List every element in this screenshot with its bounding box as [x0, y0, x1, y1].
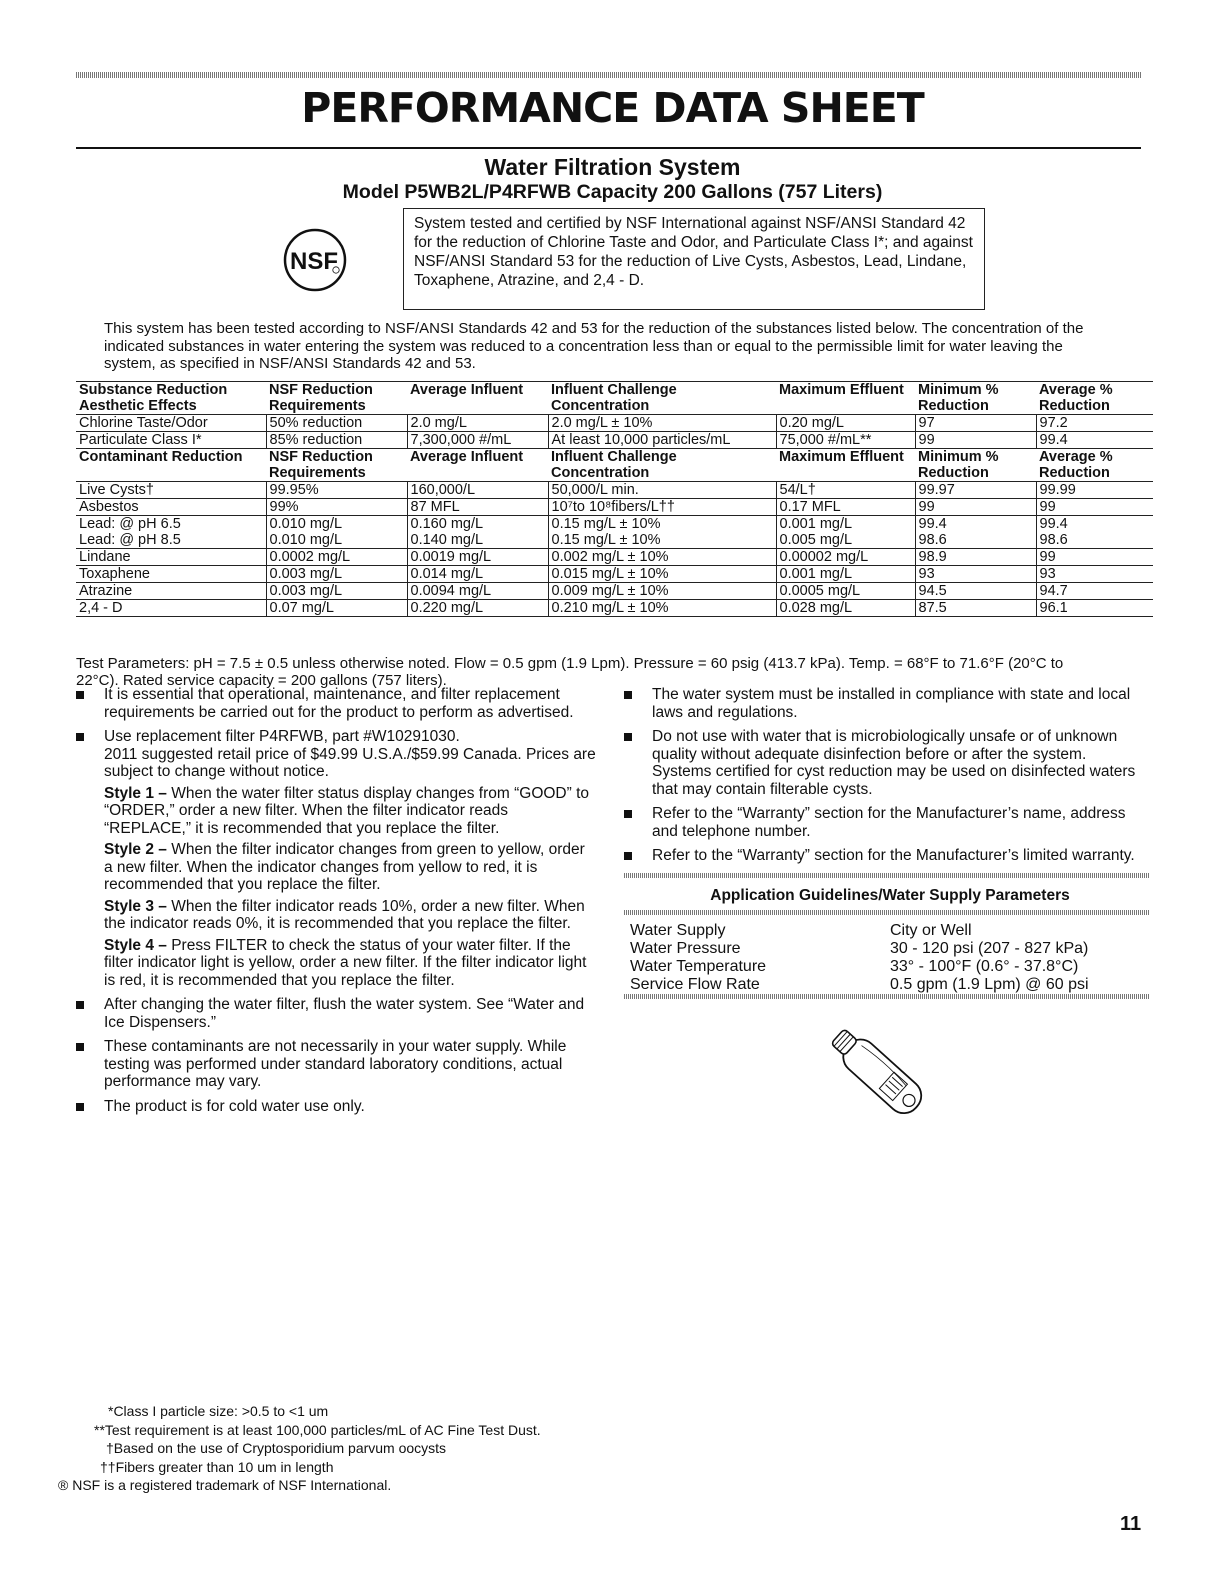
table-row — [76, 482, 1153, 499]
table-cell: 99.97 — [915, 482, 1036, 499]
table-header-cell: Average % Reduction — [1039, 449, 1113, 481]
table-cell: 87 MFL — [407, 499, 548, 516]
table-cell: 0.210 mg/L ± 10% — [548, 600, 776, 617]
list-item — [624, 847, 1149, 865]
bullet-text: Refer to the “Warranty” section for the Manufacturer’s limited warranty. — [652, 847, 1135, 864]
table-cell: Lindane — [76, 549, 266, 566]
table-header-cell: Substance Reduction Aesthetic Effects — [79, 382, 228, 414]
footnote-fibers: ††Fibers greater than 10 um in length — [100, 1458, 334, 1475]
table-row — [76, 432, 1153, 449]
table-cell: Chlorine Taste/Odor — [76, 415, 266, 432]
table-cell: Live Cysts† — [76, 482, 266, 499]
table-cell: 99.99 — [1036, 482, 1153, 499]
bullet-icon — [624, 691, 632, 699]
app-bottom-dotted-rule — [624, 994, 1149, 999]
style-4-note: Style 4 – Press FILTER to check the status of your water filter. If the filter indicator light is yellow, order a new filter. If the filter indicator light is red, it is recommended that you replace the filter. — [104, 936, 587, 989]
table-cell: City or Well — [890, 922, 972, 939]
table-cell: 50% reduction — [266, 415, 407, 432]
table-cell: 99.4 — [1036, 432, 1153, 449]
table-cell: Particulate Class I* — [76, 432, 266, 449]
footnote-test-requirement: **Test requirement is at least 100,000 particles/mL of AC Fine Test Dust. — [94, 1421, 541, 1438]
table-cell: 0.002 mg/L ± 10% — [548, 549, 776, 566]
table-cell: 99.4 98.6 — [1036, 516, 1153, 549]
table-cell: 54/L† — [776, 482, 915, 499]
table-cell: 99.95% — [266, 482, 407, 499]
table-cell: Service Flow Rate — [630, 976, 760, 993]
table-cell: 98.9 — [915, 549, 1036, 566]
bullet-icon — [76, 1001, 84, 1009]
app-mid-dotted-rule — [624, 910, 1149, 915]
table-cell: 97.2 — [1036, 415, 1153, 432]
page-title: PERFORMANCE DATA SHEET — [301, 84, 924, 132]
table-cell: 99 — [915, 432, 1036, 449]
bullet-text: The water system must be installed in compliance with state and local laws and regulations. — [652, 686, 1131, 721]
app-top-dotted-rule — [624, 873, 1149, 878]
table-cell: 0.003 mg/L — [266, 583, 407, 600]
table-cell: 99 — [915, 499, 1036, 516]
footnote-class-i: *Class I particle size: >0.5 to <1 um — [108, 1403, 329, 1419]
bullet-icon — [624, 810, 632, 818]
table-row — [630, 958, 1150, 976]
table-row — [76, 549, 1153, 566]
table-cell: 2.0 mg/L — [407, 415, 548, 432]
table-cell: 0.220 mg/L — [407, 600, 548, 617]
nsf-logo-text: NSF — [290, 248, 338, 275]
table-header-cell: Average Influent — [410, 449, 524, 465]
list-item — [76, 686, 596, 721]
table-row — [630, 976, 1150, 994]
table-row — [76, 566, 1153, 583]
bullet-icon — [76, 1043, 84, 1051]
table-header-row — [76, 382, 1153, 415]
footnote-trademark: ® NSF is a registered trademark of NSF International. — [58, 1477, 392, 1493]
table-cell: 0.003 mg/L — [266, 566, 407, 583]
table-row — [76, 499, 1153, 516]
table-cell: 99 — [1036, 549, 1153, 566]
table-header-cell: Maximum Effluent — [779, 382, 904, 398]
list-item — [76, 728, 596, 989]
table-cell: 33° - 100°F (0.6° - 37.8°C) — [890, 958, 1079, 975]
list-item — [624, 805, 1149, 840]
app-guidelines-table — [630, 922, 1150, 994]
table-cell: 0.0002 mg/L — [266, 549, 407, 566]
left-column — [76, 686, 596, 1122]
table-header-cell: Contaminant Reduction — [79, 449, 243, 465]
table-cell: Lead: @ pH 6.5 Lead: @ pH 8.5 — [76, 516, 266, 549]
table-cell: 99% — [266, 499, 407, 516]
table-cell: 2.0 mg/L ± 10% — [548, 415, 776, 432]
table-header-cell: NSF Reduction Requirements — [269, 382, 373, 414]
table-cell: 0.014 mg/L — [407, 566, 548, 583]
table-cell: 93 — [1036, 566, 1153, 583]
table-cell: 93 — [915, 566, 1036, 583]
model-line: Model P5WB2L/P4RFWB Capacity 200 Gallons (757 Liters) — [342, 181, 883, 203]
list-item — [624, 728, 1149, 798]
table-cell: 0.5 gpm (1.9 Lpm) @ 60 psi — [890, 976, 1089, 993]
table-cell: Atrazine — [76, 583, 266, 600]
table-cell: 0.160 mg/L 0.140 mg/L — [407, 516, 548, 549]
footnote-cryptosporidium: †Based on the use of Cryptosporidium parvum oocysts — [106, 1440, 447, 1456]
table-cell: 0.07 mg/L — [266, 600, 407, 617]
table-cell: 0.009 mg/L ± 10% — [548, 583, 776, 600]
table-header-row — [76, 449, 1153, 482]
nsf-certification-box: System tested and certified by NSF International against NSF/ANSI Standard 42 for the reduction of Chlorine Taste and Odor, and Particulate Class I*; and against NSF/ANSI Standard 53 for the reduction of Live Cysts, Asbestos, Lead, Lindane, Toxaphene, Atrazine, and 2,4 - D. — [403, 208, 985, 310]
top-dotted-rule — [76, 72, 1141, 78]
table-cell: 0.00002 mg/L — [776, 549, 915, 566]
table-cell: 0.0019 mg/L — [407, 549, 548, 566]
table-header-cell: NSF Reduction Requirements — [269, 449, 373, 481]
table-cell: Water Temperature — [630, 958, 767, 975]
bullet-text: Refer to the “Warranty” section for the Manufacturer’s name, address and telephone number. — [652, 805, 1126, 840]
intro-paragraph: This system has been tested according to NSF/ANSI Standards 42 and 53 for the reduction of the substances listed below. The concentration of the indicated substances in water entering the system was reduced to a concentration less than or equal to the permissible limit for water leaving the system, as specified in NSF/ANSI Standards 42 and 53. — [104, 320, 1084, 372]
table-cell: 85% reduction — [266, 432, 407, 449]
table-cell: 0.0094 mg/L — [407, 583, 548, 600]
table-row — [76, 415, 1153, 432]
table-cell: 50,000/L min. — [548, 482, 776, 499]
table-header-cell: Influent Challenge Concentration — [551, 382, 677, 414]
table-row — [76, 516, 1153, 549]
bullet-icon — [76, 1103, 84, 1111]
table-row — [76, 583, 1153, 600]
bullet-icon — [624, 852, 632, 860]
table-cell: Asbestos — [76, 499, 266, 516]
table-cell: 99.4 98.6 — [915, 516, 1036, 549]
table-cell: Water Pressure — [630, 940, 741, 957]
table-row — [76, 600, 1153, 617]
list-item — [624, 686, 1149, 721]
nsf-logo — [283, 228, 347, 292]
table-cell: 0.0005 mg/L — [776, 583, 915, 600]
table-header-cell: Average Influent — [410, 382, 524, 398]
list-item — [76, 1098, 596, 1116]
bullet-text: Use replacement filter P4RFWB, part #W10291030. — [104, 728, 460, 745]
table-header-cell: Maximum Effluent — [779, 449, 904, 465]
table-header-cell: Influent Challenge Concentration — [551, 449, 677, 481]
table-cell: 75,000 #/mL** — [776, 432, 915, 449]
table-header-cell: Minimum % Reduction — [918, 449, 999, 481]
table-cell: Water Supply — [630, 922, 726, 939]
price-note: 2011 suggested retail price of $49.99 U.S.A./$59.99 Canada. Prices are subject to change without notice. — [104, 745, 596, 780]
table-cell: 94.7 — [1036, 583, 1153, 600]
bullet-text: After changing the water filter, flush the water system. See “Water and Ice Dispensers.” — [104, 996, 585, 1031]
style-2-note: Style 2 – When the filter indicator changes from green to yellow, order a new filter. When the indicator changes from yellow to red, it is recommended that you replace the filter. — [104, 841, 585, 893]
list-item — [76, 1038, 596, 1091]
page-number: 11 — [1120, 1513, 1142, 1535]
bullet-icon — [76, 691, 84, 699]
table-cell: 97 — [915, 415, 1036, 432]
bullet-text: These contaminants are not necessarily in your water supply. While testing was performed under standard laboratory conditions, actual performance may vary. — [104, 1038, 567, 1090]
table-cell: 99 — [1036, 499, 1153, 516]
right-column — [624, 686, 1149, 872]
table-cell: 0.015 mg/L ± 10% — [548, 566, 776, 583]
style-3-note: Style 3 – When the filter indicator reads 10%, order a new filter. When the indicator reads 0%, it is recommended that you replace the filter. — [104, 897, 585, 932]
test-parameters: Test Parameters: pH = 7.5 ± 0.5 unless otherwise noted. Flow = 0.5 gpm (1.9 Lpm). Pressure = 60 psig (413.7 kPa). Temp. = 68°F to 71.6°F (20°C to 22°C). Rated service capacity = 200 gallons (757 liters). — [76, 655, 1064, 689]
table-row — [630, 922, 1150, 940]
table-cell: 0.17 MFL — [776, 499, 915, 516]
table-cell: 87.5 — [915, 600, 1036, 617]
bullet-text: Do not use with water that is microbiologically unsafe or of unknown quality without adequate disinfection before or after the system. Systems certified for cyst reduction may be used on disinfected waters that may contain filterable cysts. — [652, 728, 1136, 798]
table-cell: 0.001 mg/L 0.005 mg/L — [776, 516, 915, 549]
water-filter-icon — [818, 1022, 948, 1132]
table-cell: 94.5 — [915, 583, 1036, 600]
bullet-text: The product is for cold water use only. — [104, 1097, 365, 1115]
bullet-icon — [624, 733, 632, 741]
table-header-cell: Average % Reduction — [1039, 382, 1113, 414]
list-item — [76, 996, 596, 1031]
app-guidelines-title: Application Guidelines/Water Supply Parameters — [710, 887, 1070, 904]
table-cell: 7,300,000 #/mL — [407, 432, 548, 449]
table-cell: 0.001 mg/L — [776, 566, 915, 583]
table-cell: 0.20 mg/L — [776, 415, 915, 432]
style-1-note: Style 1 – When the water filter status display changes from “GOOD” to “ORDER,” order a new filter. When the filter indicator reads “REPLACE,” it is recommended that you replace the filter. — [104, 784, 590, 837]
table-cell: 30 - 120 psi (207 - 827 kPa) — [890, 940, 1089, 957]
table-cell: 160,000/L — [407, 482, 548, 499]
table-cell: 0.010 mg/L 0.010 mg/L — [266, 516, 407, 549]
subtitle: Water Filtration System — [484, 154, 741, 180]
table-cell: Toxaphene — [76, 566, 266, 583]
title-rule — [76, 147, 1141, 149]
bullet-icon — [76, 733, 84, 741]
performance-table — [76, 381, 1153, 617]
table-cell: 2,4 - D — [76, 600, 266, 617]
table-cell: At least 10,000 particles/mL — [548, 432, 776, 449]
table-cell: 10⁷to 10⁸fibers/L†† — [548, 499, 776, 516]
table-cell: 0.15 mg/L ± 10% 0.15 mg/L ± 10% — [548, 516, 776, 549]
table-header-cell: Minimum % Reduction — [918, 382, 999, 414]
table-cell: 96.1 — [1036, 600, 1153, 617]
table-row — [630, 940, 1150, 958]
footnotes — [58, 1402, 541, 1495]
table-cell: 0.028 mg/L — [776, 600, 915, 617]
bullet-text: It is essential that operational, maintenance, and filter replacement requirements be carried out for the product to perform as advertised. — [104, 686, 574, 721]
